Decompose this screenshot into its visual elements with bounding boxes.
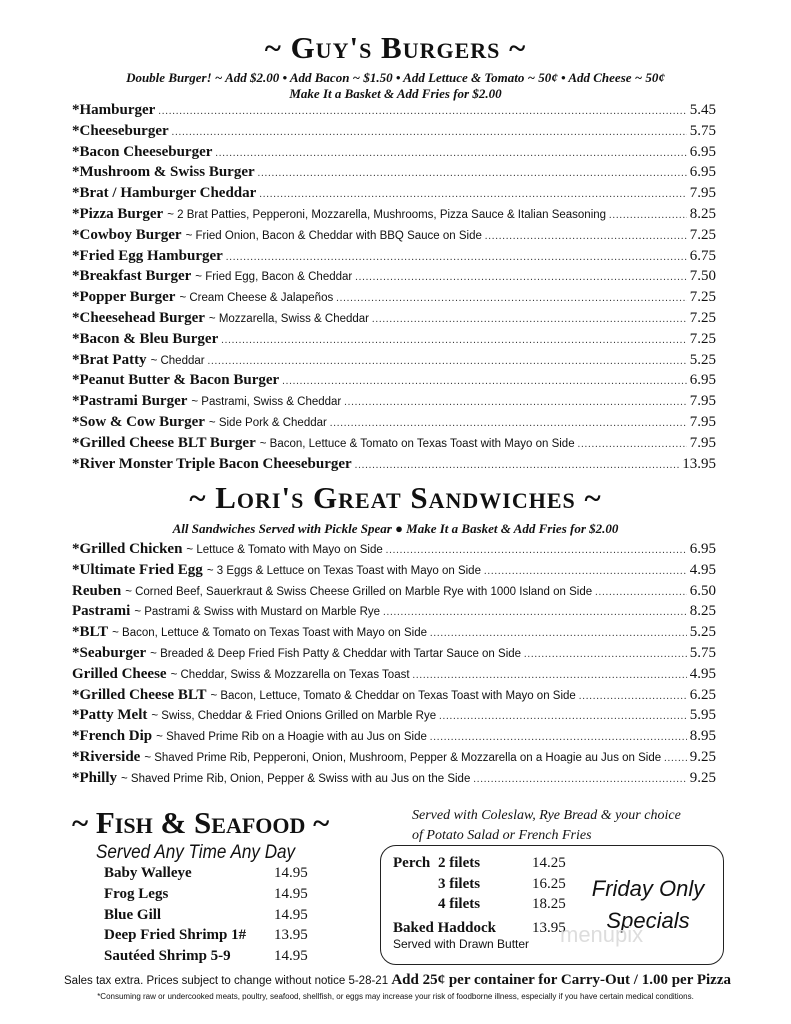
item-price: 5.25 [689, 624, 716, 641]
item-name: *Popper Burger [72, 289, 176, 306]
fish-list [104, 865, 308, 969]
dot-leader [355, 460, 680, 471]
fish-sides-note [412, 806, 681, 846]
menu-item [72, 372, 716, 393]
item-price: 7.95 [689, 393, 716, 410]
item-name: *Brat / Hamburger Cheddar [72, 185, 257, 202]
menu-item [72, 227, 716, 248]
fish-item [104, 865, 308, 886]
item-price: 6.95 [689, 541, 716, 557]
item-price: 7.25 [689, 330, 716, 347]
dot-leader [372, 314, 687, 325]
tax-text: Sales tax extra. Prices subject to change without notice 5-28-21 [64, 975, 389, 987]
fish-name: Blue Gill [104, 906, 162, 923]
item-price: 7.95 [689, 413, 716, 430]
dot-leader [330, 418, 687, 429]
perch-price: 16.25 [532, 875, 566, 892]
dot-leader [172, 127, 687, 138]
perch-label: Perch [393, 855, 431, 871]
item-name: *Hamburger [72, 102, 156, 118]
item-name: *Brat Patty [72, 351, 147, 368]
item-price: 6.95 [689, 164, 716, 181]
menu-item [72, 583, 716, 604]
menu-item [72, 728, 716, 749]
fish-price: 13.95 [274, 927, 308, 944]
dot-leader [485, 231, 687, 242]
item-description: ~ Shaved Prime Rib, Onion, Pepper & Swiss with au Jus on the Side [121, 772, 471, 785]
item-name: *Pastrami Burger [72, 393, 188, 410]
watermark: menupix [560, 922, 644, 947]
fish-name: Deep Fried Shrimp 1# [104, 927, 247, 944]
dot-leader [259, 189, 686, 200]
item-price: 4.95 [689, 561, 716, 578]
fish-item [104, 948, 308, 969]
menu-item [72, 331, 716, 352]
dot-leader [664, 753, 687, 764]
item-price: 4.95 [689, 665, 716, 682]
item-description: ~ Cream Cheese & Jalapeños [179, 292, 334, 305]
dot-leader [579, 691, 687, 702]
item-description: ~ Cheddar [150, 354, 205, 367]
menu-item [72, 164, 716, 185]
item-name: *Mushroom & Swiss Burger [72, 164, 255, 181]
dot-leader [158, 106, 686, 117]
menu-item [72, 248, 716, 269]
item-name: *Patty Melt [72, 707, 148, 724]
item-price: 5.95 [689, 707, 716, 724]
item-name: *BLT [72, 624, 109, 641]
item-description: ~ Pastrami, Swiss & Cheddar [191, 396, 342, 409]
item-description: ~ Breaded & Deep Fried Fish Patty & Cheddar with Tartar Sauce on Side [150, 647, 522, 660]
item-price: 7.50 [689, 268, 716, 285]
item-description: ~ Mozzarella, Swiss & Cheddar [208, 312, 370, 325]
menu-item [72, 268, 716, 289]
menu-item [72, 206, 716, 227]
haddock-name: Baked Haddock [393, 920, 496, 936]
menu-item [72, 707, 716, 728]
dot-leader [473, 774, 686, 785]
item-name: *River Monster Triple Bacon Cheeseburger [72, 455, 352, 472]
sandwiches-subtitle: All Sandwiches Served with Pickle Spear ● Make It a Basket & Add Fries for $2.00 [172, 521, 619, 536]
item-description: ~ Bacon, Lettuce & Tomato on Texas Toast with Mayo on Side [259, 437, 575, 450]
item-description: ~ 2 Brat Patties, Pepperoni, Mozzarella, Mushrooms, Pizza Sauce & Italian Seasoning [167, 208, 607, 221]
fish-name: Baby Walleye [104, 865, 192, 881]
menu-item [72, 666, 716, 687]
burgers-subtitle: Double Burger! ~ Add $2.00 • Add Bacon ~ $1.50 • Add Lettuce & Tomato ~ 50¢ • Add Cheese ~ 50¢ [126, 70, 665, 85]
item-name: *Fried Egg Hamburger [72, 247, 223, 264]
dot-leader [226, 252, 687, 263]
dot-leader [258, 168, 687, 179]
item-name: *Sow & Cow Burger [72, 413, 205, 430]
fish-price: 14.95 [274, 865, 308, 881]
item-price: 7.25 [689, 309, 716, 326]
dot-leader [524, 649, 687, 660]
item-name: *Grilled Chicken [72, 541, 183, 557]
item-name: *Cheesehead Burger [72, 309, 205, 326]
item-price: 5.75 [689, 122, 716, 139]
menu-item [72, 289, 716, 310]
fish-name: Sautéed Shrimp 5-9 [104, 948, 231, 965]
menu-item [72, 310, 716, 331]
item-name: *Bacon & Bleu Burger [72, 330, 219, 347]
menu-item [72, 456, 716, 477]
burgers-title: ~ Guy's Burgers ~ [264, 30, 527, 65]
item-price: 5.75 [689, 644, 716, 661]
item-description: ~ Side Pork & Cheddar [208, 416, 327, 429]
dot-leader [344, 397, 686, 408]
menu-item [72, 393, 716, 414]
item-name: *Bacon Cheeseburger [72, 143, 213, 160]
fish-item [104, 907, 308, 928]
perch-qty: 4 filets [438, 896, 481, 912]
item-price: 6.95 [689, 372, 716, 389]
dot-leader [430, 732, 687, 743]
fish-note-line-2: of Potato Salad or French Fries [412, 828, 592, 843]
item-name: Pastrami [72, 603, 131, 620]
carryout-text: Add 25¢ per container for Carry-Out / 1.00 per Pizza [391, 972, 731, 988]
menu-item [72, 414, 716, 435]
menu-item [72, 352, 716, 373]
dot-leader [282, 376, 687, 387]
item-name: Reuben [72, 582, 122, 599]
menu-item [72, 185, 716, 206]
dot-leader [355, 272, 687, 283]
item-name: *Ultimate Fried Egg [72, 561, 203, 578]
item-description: ~ Shaved Prime Rib, Pepperoni, Onion, Mushroom, Pepper & Mozzarella on a Hoagie au Jus on Side [144, 751, 662, 764]
dot-leader [386, 545, 687, 556]
dot-leader [430, 628, 687, 639]
health-warning: *Consuming raw or undercooked meats, poultry, seafood, shellfish, or eggs may increase your risk of foodborne illness, especially if you have certain medical conditions. [97, 992, 694, 1001]
friday-only-text: Friday Only [591, 876, 705, 901]
item-description: ~ Swiss, Cheddar & Fried Onions Grilled on Marble Rye [151, 710, 437, 723]
dot-leader [578, 439, 687, 450]
item-name: *Pizza Burger [72, 205, 164, 222]
item-description: ~ Fried Onion, Bacon & Cheddar with BBQ Sauce on Side [185, 229, 482, 242]
burger-list [72, 102, 716, 476]
item-price: 13.95 [682, 455, 716, 472]
dot-leader [383, 607, 687, 618]
dot-leader [215, 148, 686, 159]
item-name: *Grilled Cheese BLT [72, 686, 207, 703]
perch-qty: 3 filets [438, 875, 481, 892]
menu-item [72, 770, 716, 791]
fish-note-line-1: Served with Coleslaw, Rye Bread & your choice [412, 808, 681, 823]
dot-leader [221, 335, 687, 346]
item-name: *Seaburger [72, 644, 147, 661]
menu-item [72, 624, 716, 645]
menu-item [72, 603, 716, 624]
sandwiches-title: ~ Lori's Great Sandwiches ~ [189, 480, 602, 515]
menu-item [72, 123, 716, 144]
perch-price: 18.25 [532, 896, 566, 912]
item-price: 5.25 [689, 351, 716, 368]
item-price: 6.95 [689, 143, 716, 160]
haddock-note: Served with Drawn Butter [393, 937, 530, 951]
item-description: ~ Cheddar, Swiss & Mozzarella on Texas Toast [170, 668, 410, 681]
dot-leader [484, 566, 687, 577]
item-name: *Breakfast Burger [72, 268, 192, 285]
dot-leader [413, 670, 687, 681]
item-description: ~ Lettuce & Tomato with Mayo on Side [186, 544, 383, 556]
item-price: 7.25 [689, 289, 716, 306]
tax-note [64, 972, 731, 989]
item-price: 6.50 [689, 582, 716, 599]
item-name: *Peanut Butter & Bacon Burger [72, 372, 280, 389]
item-price: 6.75 [689, 247, 716, 264]
perch-qty: 2 filets [438, 855, 481, 871]
item-price: 7.95 [689, 434, 716, 451]
item-description: ~ 3 Eggs & Lettuce on Texas Toast with Mayo on Side [206, 564, 481, 577]
menu-item [72, 562, 716, 583]
fish-name: Frog Legs [104, 885, 169, 902]
item-name: *Cheeseburger [72, 122, 169, 139]
menu-item [72, 645, 716, 666]
item-description: ~ Corned Beef, Sauerkraut & Swiss Cheese Grilled on Marble Rye with 1000 Island on Side [125, 585, 593, 598]
menu-item [72, 541, 716, 562]
perch-price: 14.25 [532, 855, 566, 871]
dot-leader [609, 210, 687, 221]
menu-item [72, 102, 716, 123]
sandwich-list [72, 541, 716, 791]
menu-item [72, 144, 716, 165]
item-price: 8.95 [689, 728, 716, 745]
item-description: ~ Bacon, Lettuce, Tomato & Cheddar on Texas Toast with Mayo on Side [210, 689, 576, 702]
item-name: *Cowboy Burger [72, 226, 182, 243]
menu-item [72, 435, 716, 456]
fish-title: ~ Fish & Seafood ~ [72, 805, 330, 840]
fish-price: 14.95 [274, 948, 308, 965]
menu-item [72, 749, 716, 770]
item-price: 6.25 [689, 686, 716, 703]
dot-leader [439, 711, 687, 722]
haddock-price: 13.95 [532, 920, 566, 936]
dot-leader [595, 587, 687, 598]
item-name: *Riverside [72, 748, 141, 765]
menu-item [72, 687, 716, 708]
fish-item [104, 886, 308, 907]
fish-price: 14.95 [274, 906, 308, 923]
item-description: ~ Shaved Prime Rib on a Hoagie with au Jus on Side [156, 731, 427, 744]
specials-text: Specials [606, 908, 690, 933]
fish-price: 14.95 [274, 885, 308, 902]
dot-leader [336, 293, 687, 304]
item-price: 8.25 [689, 205, 716, 222]
item-price: 9.25 [689, 769, 716, 786]
item-name: Grilled Cheese [72, 665, 167, 682]
item-price: 5.45 [689, 102, 716, 118]
item-description: ~ Bacon, Lettuce & Tomato on Texas Toast with Mayo on Side [112, 627, 427, 640]
item-name: *French Dip [72, 728, 153, 745]
item-description: ~ Fried Egg, Bacon & Cheddar [195, 271, 353, 284]
burgers-basket-note: Make It a Basket & Add Fries for $2.00 [289, 86, 502, 101]
fish-item [104, 927, 308, 948]
item-price: 7.25 [689, 226, 716, 243]
item-name: *Grilled Cheese BLT Burger [72, 434, 256, 451]
dot-leader [208, 356, 687, 367]
item-price: 8.25 [689, 603, 716, 620]
item-name: *Philly [72, 769, 118, 786]
anytime-heading: Served Any Time Any Day [96, 842, 296, 863]
item-price: 9.25 [689, 748, 716, 765]
item-description: ~ Pastrami & Swiss with Mustard on Marble Rye [134, 606, 381, 619]
item-price: 7.95 [689, 185, 716, 202]
